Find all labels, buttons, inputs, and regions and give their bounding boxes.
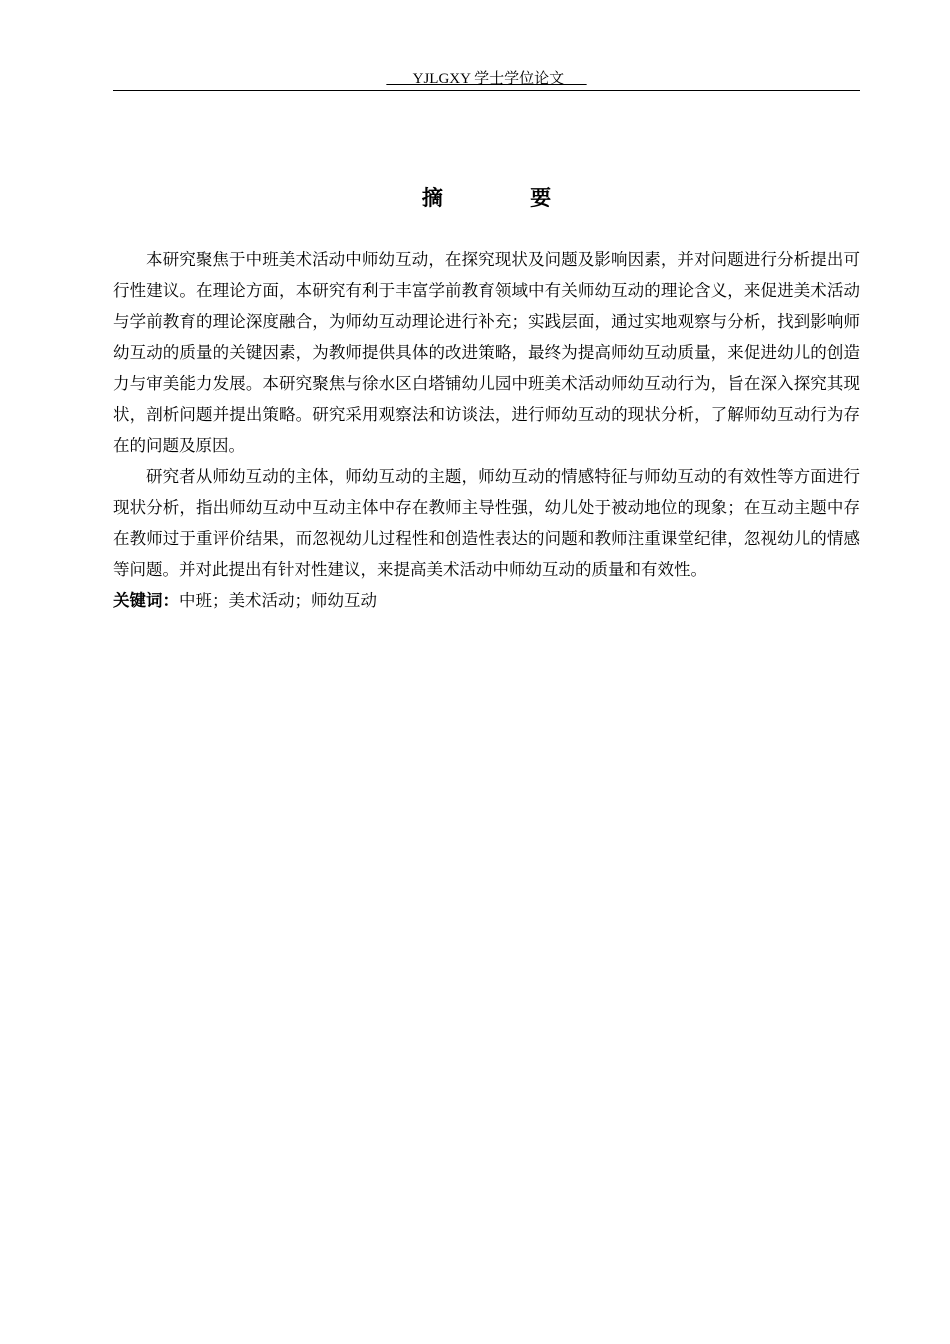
page-header (113, 68, 860, 91)
header-text (113, 70, 860, 88)
keywords-label: 关键词： (113, 591, 179, 610)
abstract-body (113, 244, 860, 616)
keywords-line (113, 585, 860, 616)
keywords-value: 中班；美术活动；师幼互动 (179, 591, 377, 610)
abstract-paragraph-1: 本研究聚焦于中班美术活动中师幼互动，在探究现状及问题及影响因素，并对问题进行分析提出可行性建议。在理论方面，本研究有利于丰富学前教育领域中有关师幼互动的理论含义，来促进美术活动与学前教育的理论深度融合，为师幼互动理论进行补充；实践层面，通过实地观察与分析，找到影响师幼互动的质量的关键因素，为教师提供具体的改进策略，最终为提高师幼互动质量，来促进幼儿的创造力与审美能力发展。本研究聚焦与徐水区白塔铺幼儿园中班美术活动师幼互动行为，旨在深入探究其现状，剖析问题并提出策略。研究采用观察法和访谈法，进行师幼互动的现状分析，了解师幼互动行为存在的问题及原因。 (113, 250, 860, 455)
header-title: YJLGXY 学士学位论文 (386, 71, 587, 87)
abstract-title: 摘 要 (421, 186, 592, 210)
abstract-paragraph-2: 研究者从师幼互动的主体，师幼互动的主题，师幼互动的情感特征与师幼互动的有效性等方面进行现状分析，指出师幼互动中互动主体中存在教师主导性强，幼儿处于被动地位的现象；在互动主题中存在教师过于重评价结果，而忽视幼儿过程性和创造性表达的问题和教师注重课堂纪律，忽视幼儿的情感等问题。并对此提出有针对性建议，来提高美术活动中师幼互动的质量和有效性。 (113, 467, 860, 579)
